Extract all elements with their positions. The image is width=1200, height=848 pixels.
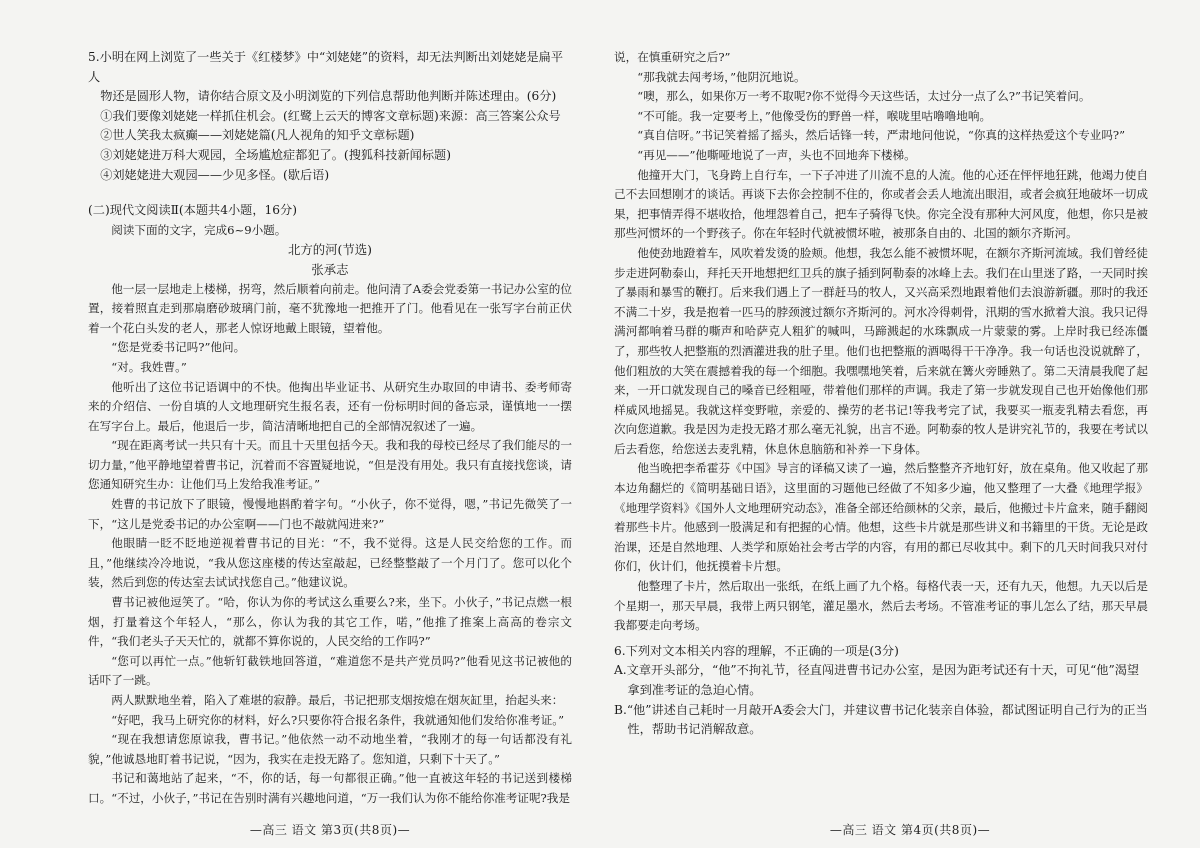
article-paragraph: 他使劲地蹬着车，风吹着发烫的脸颊。他想，我怎么能不被惯坏呢，在额尔齐斯河流域。我们曾经徒步走进阿勒泰山，拜托天开地想把红卫兵的旗子插到阿勒泰的冰峰上去。我们在山里迷了路，一天同时挨了暴雨和暴雪的鞭打。后来我们遇上了一群赶马的牧人，又兴高采烈地跟着他们去浪游新疆。那时的我还不满二十岁，我是抱着一匹马的脖颈渡过额尔齐斯河的。河水冷得刺骨，汛期的雪水掀着大浪。我只记得满河都响着马群的嘶声和哈萨克人粗犷的喊叫，马蹄溅起的水珠飘成一片蒙蒙的雾。上岸时我已经冻僵了，那些牧人把整瓶的烈酒灌进我的肚子里。他们也把整瓶的酒喝得干干净净。我一句话也没说就醉了，他们粗放的大笑在震撼着我的每一个细胞。我嘿嘿地笑着，后来就在篝火旁睡熟了。第二天清晨我爬了起来，一开口就发现自己的嗓音已经粗哑，带着他们那样的声调。我走了第一步就发现自己也开始像他们那样威风地摇晃。我就这样变野啦，亲爱的、操劳的老书记!等我考完了试，我要买一瓶麦乳精去看您，再次向您道歉。我是因为走投无路才那么毫无礼貌，出言不逊。阿勒泰的牧人是讲究礼节的，我要在考试以后去看您，给您送去麦乳精，休息休息脑筋和补养一下身体。 (614, 245, 1148, 456)
article-paragraph: 姓曹的书记放下了眼镜，慢慢地斟酌着字句。“小伙子，你不觉得，嗯，”书记先微笑了一下，“这儿是党委书记的办公室啊——门也不敲就闯进来?” (88, 497, 572, 531)
article-paragraph: 他一层一层地走上楼梯，拐弯，然后顺着向前走。他问清了A委会党委第一书记办公室的位置，接着照直走到那扇磨砂玻璃门前，毫不犹豫地一把推开了门。他看见在一张写字台前正伏着一个花白头发的老人，那老人惊讶地戴上眼镜，望着他。 (88, 281, 572, 335)
question-6-option-a: A.文章开头部分，“他”不拘礼节，径直闯进曹书记办公室，是因为距考试还有十天，可见“他”渴望拿到准考证的急迫心情。 (614, 663, 1140, 697)
article-paragraph: “对。我姓曹。” (111, 359, 187, 374)
question-5-item: ①我们要像刘姥姥一样抓住机会。(红鹭上云天的博客文章标题)来源：高三答案公众号 (100, 108, 561, 123)
article-paragraph: “不可能。我一定要考上，”他像受伤的野兽一样，喉咙里咕噜噜地响。 (637, 108, 992, 123)
article-title: 北方的河(节选) (287, 242, 372, 258)
article-body-right (614, 48, 1148, 636)
article-paragraph: 说，在慎重研究之后?” (614, 50, 731, 64)
article-paragraph: “您可以再忙一点。”他斩钉截铁地回答道，“难道您不是共产党员吗?”他看见这书记被他的话吓了一跳。 (88, 653, 572, 688)
article-paragraph: 他整理了卡片，然后取出一张纸，在纸上画了九个格。每格代表一天，还有九天，他想。九天以后是个星期一，那天早晨，我带上两只钢笔，灌足墨水，然后去考场。不管准考证的事儿怎么了结，那天早晨我都要走向考场。 (614, 579, 1148, 633)
article-paragraph: 他撞开大门，飞身跨上自行车，一下子冲进了川流不息的人流。他的心还在怦怦地狂跳，他竭力使自己不去回想刚才的谈话。再谈下去你会控制不住的，你或者会丢人地流出眼泪，或者会疯狂地破坏一切成果，把事情弄得不堪收拾，他埋怨着自己，把车子骑得飞快。你完全没有那种大河风度，他想，你只是被那些河惯坏的一个野孩子。你在年轻时代就被惯坏啦，被那条自由的、北国的额尔齐斯河。 (614, 167, 1148, 241)
question-5-item: ④刘姥姥进大观园——少见多怪。(歇后语) (100, 167, 330, 182)
question-5-item: ②世人笑我太疯癫——刘姥姥篇(凡人视角的知乎文章标题) (100, 128, 415, 143)
section-title: (二)现代文阅读Ⅱ(本题共4小题，16分) (88, 203, 298, 218)
page-footer-right: —高三 语文 第4页(共8页)— (829, 823, 991, 837)
article-author: 张承志 (311, 261, 349, 277)
article-body-left (88, 280, 572, 809)
article-paragraph: “您是党委书记吗?”他问。 (111, 340, 246, 355)
article-paragraph: “真自信呀。”书记笑着摇了摇头，然后话锋一转，严肃地问他说，“你真的这样热爱这个专业吗?” (637, 128, 1126, 143)
question-6-option-b: B.“他”讲述自己耗时一月敲开A委会大门，并建议曹书记化装亲自体验，都试图证明自己行为的正当性，帮助书记消解敌意。 (614, 702, 1148, 737)
article-paragraph: “再见——”他嘶哑地说了一声，头也不回地奔下楼梯。 (637, 147, 916, 162)
article-paragraph: 他当晚把李希霍芬《中国》导言的译稿又读了一遍，然后整整齐齐地钉好，放在桌角。他又收起了那本边角翻烂的《简明基础日语》，这里面的习题他已经做了不知多少遍，他又整理了一大叠《地理学报》《地理学资料》《国外人文地理研究动态》，准备全部还给颜林的父亲，最后，他搬过卡片盒来，随手翻阅着那些卡片。他感到一股满足和有把握的心情。他想，这些卡片就是那些讲义和书籍里的干货。无论是政治课，还是自然地理、人类学和原始社会考古学的内容，有用的都已尽收其中。剩下的几天时间我只对付你们，伙计们，他抚摸着卡片想。 (614, 461, 1148, 574)
article-paragraph: 书记和蔼地站了起来，“不，你的话，每一句都很正确。”他一直被这年轻的书记送到楼梯口。“不过，小伙子，”书记在告别时满有兴趣地问道，“万一我们认为你不能给你准考证呢?我是 (88, 771, 572, 805)
question-5-line-2: 物还是圆形人物，请你结合原文及小明浏览的下列信息帮助他判断并陈述理由。(6分) (100, 89, 557, 104)
article-paragraph: “现在我想请您原谅我，曹书记。”他依然一动不动地坐着，“我刚才的每一句话都没有礼貌，”他诚恳地盯着书记说，“因为，我实在走投无路了。您知道，只剩下十天了。” (88, 732, 572, 766)
article-paragraph: 两人默默地坐着，陷入了难堪的寂静。最后，书记把那支烟按熄在烟灰缸里，抬起头来： (111, 693, 564, 707)
article-paragraph: “噢，那么，如果你万一考不取呢?你不觉得今天这些话，太过分一点了么?”书记笑着问。 (637, 89, 1091, 104)
page-footer-left: —高三 语文 第3页(共8页)— (249, 823, 411, 837)
article-paragraph: “好吧，我马上研究你的材料，好么?只要你符合报名条件，我就通知他们发给你准考证。” (111, 712, 565, 727)
article-paragraph: “那我就去闯考场，”他阴沉地说。 (637, 69, 806, 84)
reading-instruction: 阅读下面的文字，完成6~9小题。 (111, 222, 287, 237)
question-5-item: ③刘姥姥进万科大观园，全场尴尬症都犯了。(搜狐科技新闻标题) (100, 147, 451, 162)
article-paragraph: 他眼睛一眨不眨地逆视着曹书记的目光：“不，我不觉得。这是人民交给您的工作。而且，”他继续冷冷地说，“我从您这座楼的传达室敲起，已经整整敲了一个月门了。您可以化个装，然后到您的传达室去试试找您自己。”他建议说。 (88, 536, 572, 590)
question-6-stem: 6.下列对文本相关内容的理解，不正确的一项是(3分) (614, 643, 899, 658)
right-page (600, 0, 1200, 848)
article-paragraph: 曹书记被他逗笑了。“哈，你认为你的考试这么重要么?来，坐下。小伙子，”书记点燃一根烟，打量着这个年轻人，“那么，你认为我的其它工作，喏，”他推了推案上高高的卷宗文件，“我们老头子天天忙的，就都不算你说的，人民交给的工作吗?” (88, 595, 572, 649)
article-paragraph: “现在距离考试一共只有十天。而且十天里包括今天。我和我的母校已经尽了我们能尽的一切力量，”他平静地望着曹书记，沉着而不容置疑地说，“但是没有用处。我只有直接找您谈，请您通知研究生办：让他们马上发给我准考证。” (88, 438, 572, 492)
question-5-line-1: 5.小明在网上浏览了一些关于《红楼梦》中“刘姥姥”的资料，却无法判断出刘姥姥是扁平人 (88, 50, 564, 84)
article-paragraph: 他听出了这位书记语调中的不快。他掏出毕业证书、从研究生办取回的申请书、委考师寄来的介绍信、一份自填的人文地理研究生报名表，还有一份标明时间的备忘录，谨慎地一一摆在写字台上。最后，他退后一步，简洁清晰地把自己的全部情况叙述了一遍。 (88, 379, 572, 433)
